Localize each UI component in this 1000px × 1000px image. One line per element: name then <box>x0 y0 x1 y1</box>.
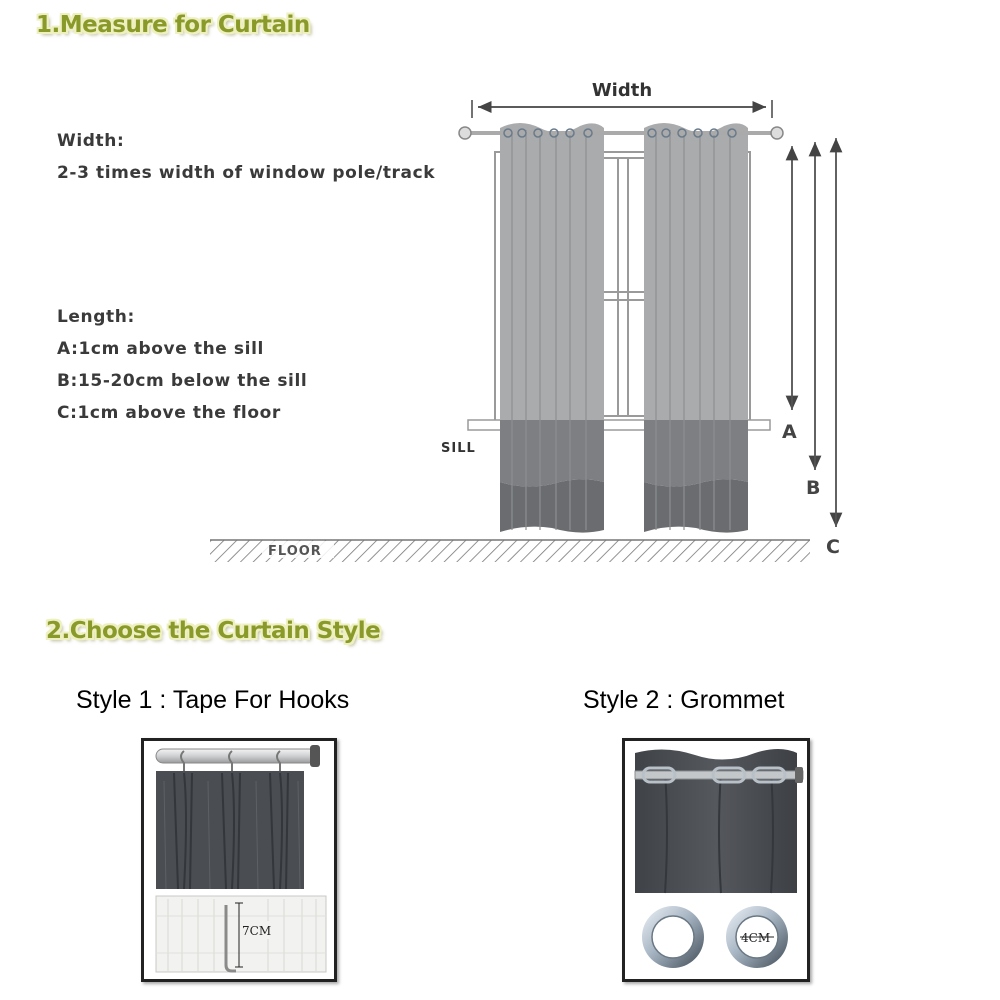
marker-a-label: A <box>782 421 797 443</box>
tape-hooks-illustration <box>144 741 334 979</box>
style1-label: Style 1 : Tape For Hooks <box>76 686 350 714</box>
tape-size-label: 7CM <box>242 924 272 938</box>
style2-label: Style 2 : Grommet <box>583 686 785 714</box>
length-heading: Length: <box>57 307 135 327</box>
marker-c-label: C <box>826 536 840 558</box>
width-dimension <box>472 80 772 118</box>
width-heading: Width: <box>57 131 125 151</box>
marker-b-label: B <box>806 477 821 499</box>
floor <box>210 540 810 562</box>
left-curtain-panel <box>500 123 604 533</box>
style1-photo <box>141 738 337 982</box>
curtain-measure-diagram <box>200 70 870 570</box>
length-c-text: C:1cm above the floor <box>57 403 281 423</box>
length-b-text: B:15-20cm below the sill <box>57 371 308 391</box>
floor-label: FLOOR <box>268 544 322 559</box>
sill-label: SILL <box>441 441 476 456</box>
width-dimension-label: Width <box>591 80 653 101</box>
style2-photo <box>622 738 810 982</box>
grommet-illustration <box>625 741 807 979</box>
section-title-style: 2.Choose the Curtain Style <box>46 618 381 644</box>
width-description: 2-3 times width of window pole/track <box>57 163 436 183</box>
ring-size-label: 4CM <box>741 931 771 945</box>
right-curtain-panel <box>644 123 748 533</box>
section-title-measure: 1.Measure for Curtain <box>36 12 310 38</box>
length-a-text: A:1cm above the sill <box>57 339 264 359</box>
